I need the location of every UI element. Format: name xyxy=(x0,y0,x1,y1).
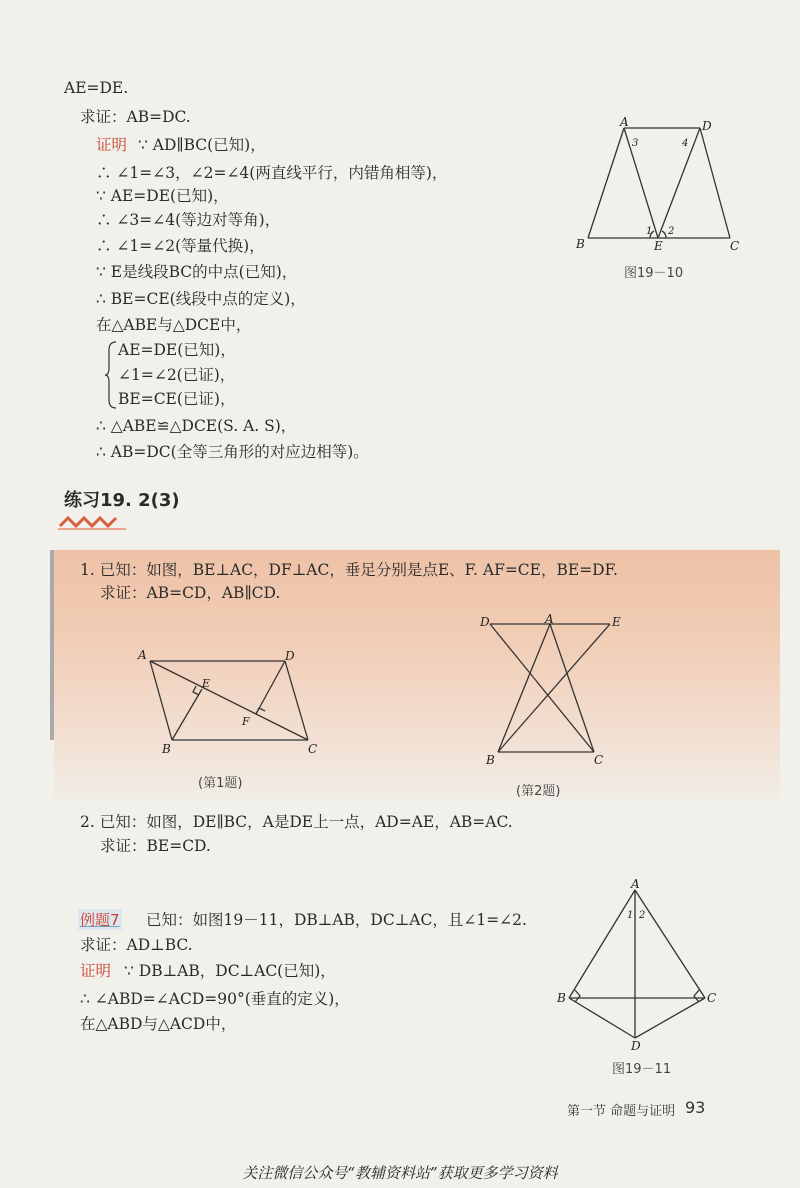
svg-text:B: B xyxy=(576,237,585,251)
svg-text:E: E xyxy=(612,615,621,629)
exercise-q1-prove: 求证：AB=CD，AB∥CD. xyxy=(100,584,281,602)
proof-step: ∴ ∠ABD=∠ACD=90°(垂直的定义)， xyxy=(80,990,350,1008)
svg-text:2: 2 xyxy=(639,910,646,921)
example-7-label: 例题7 xyxy=(80,911,120,929)
proof-line-given: AE=DE. xyxy=(64,79,129,97)
footer-section-title: 第一节 命题与证明 xyxy=(567,1104,676,1119)
proof-step: ∴ ∠1=∠2(等量代换)， xyxy=(96,237,265,255)
svg-text:4: 4 xyxy=(682,138,689,149)
svg-text:B: B xyxy=(486,753,495,767)
figure-question-1 xyxy=(130,645,330,765)
svg-text:1: 1 xyxy=(627,910,634,921)
svg-text:C: C xyxy=(308,742,318,756)
proof-step: 在△ABD与△ACD中， xyxy=(80,1015,237,1033)
proof-case: AE=DE(已知)， xyxy=(118,341,236,359)
svg-text:A: A xyxy=(631,878,640,891)
proof-step: ∵ AE=DE(已知)， xyxy=(96,187,229,205)
svg-text:C: C xyxy=(730,239,740,253)
svg-text:A: A xyxy=(138,648,147,662)
brace-icon xyxy=(104,340,118,410)
svg-text:A: A xyxy=(620,115,629,129)
proof-step: ∴ ∠3=∠4(等边对等角)， xyxy=(96,211,281,229)
proof-conclusion: ∴ AB=DC(全等三角形的对应边相等)。 xyxy=(96,443,369,461)
svg-text:E: E xyxy=(654,239,663,253)
proof-case: BE=CE(已证)， xyxy=(118,390,236,408)
proof-label: 证明 xyxy=(80,962,112,980)
proof-label: 证明 xyxy=(96,136,128,154)
proof-case: ∠1=∠2(已证)， xyxy=(118,366,236,384)
svg-text:E: E xyxy=(202,677,211,690)
figure-19-11 xyxy=(555,878,725,1050)
svg-text:C: C xyxy=(594,753,604,767)
proof-step: ∴ △ABE≌△DCE(S. A. S)， xyxy=(96,417,297,435)
exercise-q1: 1. 已知：如图，BE⊥AC，DF⊥AC，垂足分别是点E、F. AF=CE，BE=DF. xyxy=(80,561,618,579)
figure-caption: 图19－10 xyxy=(624,266,684,281)
proof-step: ∴ ∠1=∠3，∠2=∠4(两直线平行，内错角相等)， xyxy=(96,164,448,182)
svg-text:3: 3 xyxy=(632,138,639,149)
svg-text:B: B xyxy=(557,991,566,1005)
figure-caption: (第2题) xyxy=(516,784,561,799)
figure-question-2 xyxy=(478,612,628,772)
proof-line-to-prove: 求证：AB=DC. xyxy=(80,108,191,126)
svg-text:A: A xyxy=(545,612,554,626)
figure-19-10 xyxy=(570,112,750,262)
exercise-q2: 2. 已知：如图，DE∥BC，A是DE上一点，AD=AE，AB=AC. xyxy=(80,813,513,831)
watermark-text: 关注微信公众号“教辅资料站”获取更多学习资料 xyxy=(242,1164,558,1182)
proof-step: ∵ AD∥BC(已知)， xyxy=(138,136,266,154)
example-7-given: 已知：如图19－11，DB⊥AB，DC⊥AC，且∠1=∠2. xyxy=(146,911,527,929)
proof-step: ∵ DB⊥AB，DC⊥AC(已知)， xyxy=(124,962,336,980)
proof-step: 在△ABE与△DCE中， xyxy=(96,316,252,334)
example-7-to-prove: 求证：AD⊥BC. xyxy=(80,936,193,954)
svg-text:B: B xyxy=(162,742,171,756)
exercise-title: 练习19. 2(3) xyxy=(64,490,180,511)
exercise-q2-prove: 求证：BE=CD. xyxy=(100,837,211,855)
zigzag-decoration-icon xyxy=(58,514,128,530)
svg-text:2: 2 xyxy=(668,226,675,237)
svg-text:1: 1 xyxy=(646,226,653,237)
proof-step: ∵ E是线段BC的中点(已知)， xyxy=(96,263,298,281)
page-number: 93 xyxy=(685,1098,706,1117)
svg-text:D: D xyxy=(631,1039,641,1050)
svg-text:F: F xyxy=(242,715,250,728)
exercise-side-bar xyxy=(50,550,54,740)
svg-text:D: D xyxy=(480,615,490,629)
figure-caption: 图19－11 xyxy=(612,1062,672,1077)
svg-text:C: C xyxy=(707,991,717,1005)
svg-text:D: D xyxy=(702,119,712,133)
svg-text:D: D xyxy=(285,649,295,663)
figure-caption: (第1题) xyxy=(198,776,243,791)
proof-step: ∴ BE=CE(线段中点的定义)， xyxy=(96,290,306,308)
